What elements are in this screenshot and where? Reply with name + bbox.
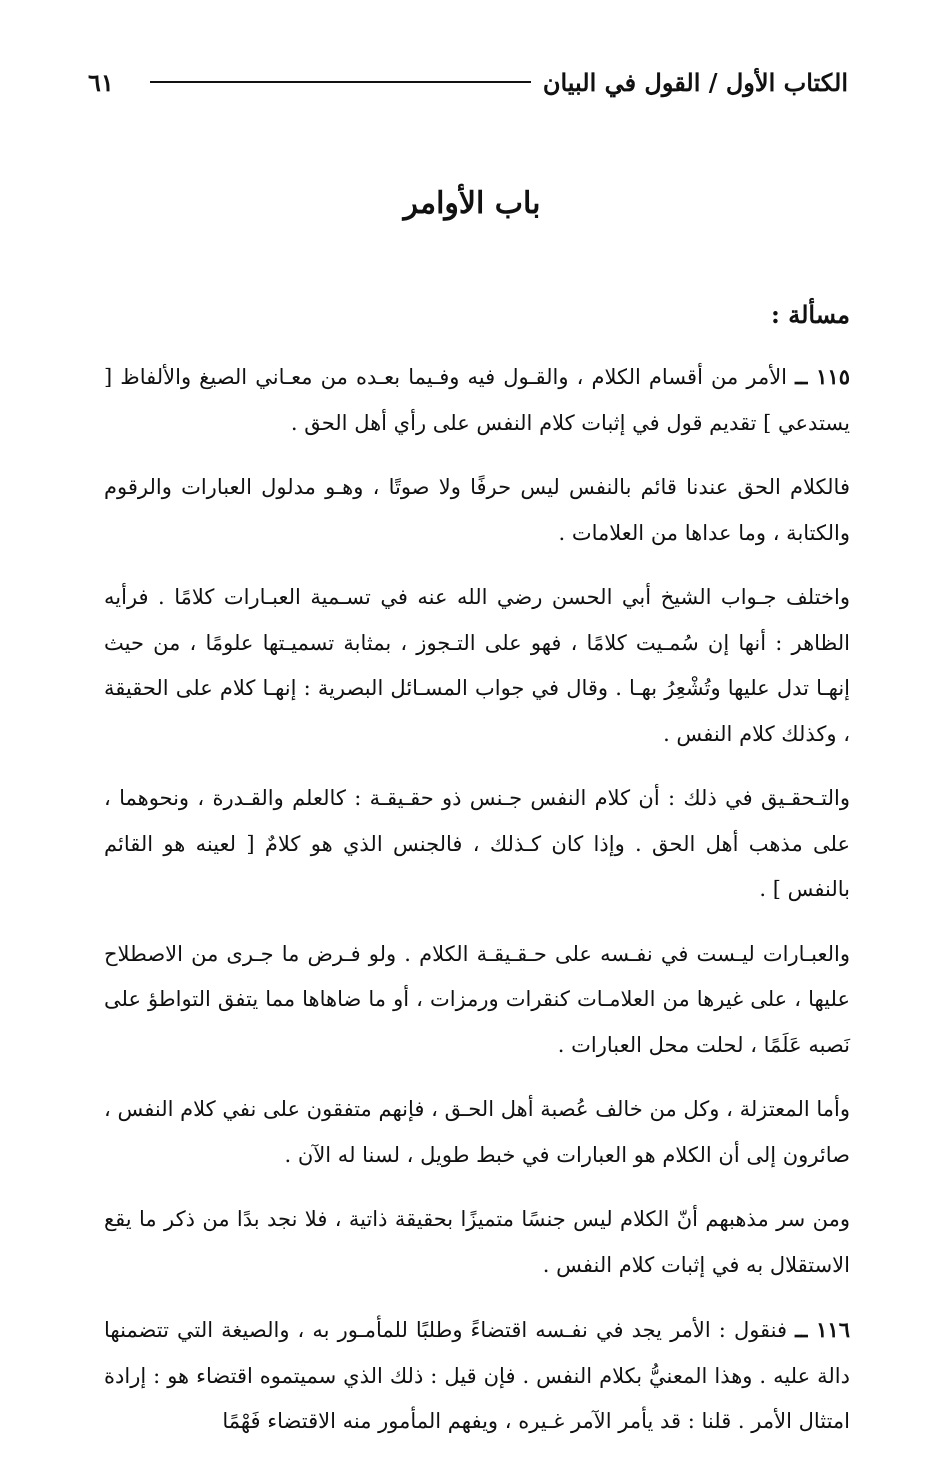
paragraph-text: فنقول : الأمر يجد في نفـسه اقتضاءً وطلبًا للمأمـور به ، والصيغة التي تتضمنها دالة عليه . وهذا المعنيُّ بكلام النفس . فإن قيل : ذلك الذي سميتموه اقتضاء هو : إرادة امتثال الأمر . قلنا : قد يأمر الآمر غـيره ، ويفهم المأمور منه الاقتضاء فَهْمًا [104, 1318, 850, 1433]
running-head-title: الكتاب الأول / القول في البيان [542, 67, 848, 97]
paragraph [104, 575, 850, 757]
paragraph-text: ومن سر مذهبهم أنّ الكلام ليس جنسًا متميزًا بحقيقة ذاتية ، فلا نجد بدًا من ذكر ما يقع الاستقلال به في إثبات كلام النفس . [104, 1207, 850, 1277]
paragraph-number: ١١٥ ــ [795, 364, 850, 389]
body-text [104, 354, 850, 1464]
paragraph-116 [104, 1307, 850, 1445]
paragraph [104, 932, 850, 1069]
paragraph-text: الأمر من أقسام الكلام ، والقـول فيه وفـيما بعـده من معـاني الصيغ والألفاظ [ يستدعي ] تقديم قول في إثبات كلام النفس على رأي أهل الحق . [104, 365, 850, 435]
paragraph [104, 1087, 850, 1178]
paragraph-text: فالكلام الحق عندنا قائم بالنفس ليس حرفًا ولا صوتًا ، وهـو مدلول العبارات والرقوم والكتابة ، وما عداها من العلامات . [104, 475, 850, 545]
page-number: ٦١ [88, 67, 114, 97]
header-rule [150, 81, 531, 83]
paragraph-text: وأما المعتزلة ، وكل من خالف عُصبة أهل الحـق ، فإنهم متفقون على نفي كلام النفس ، صائرون إلى أن الكلام هو العبارات في خبط طويل ، لسنا له الآن . [104, 1097, 850, 1167]
paragraph [104, 1197, 850, 1288]
running-head [88, 62, 848, 102]
paragraph-text: والتـحقـيق في ذلك : أن كلام النفس جـنس ذو حقـيقـة : كالعلم والقـدرة ، ونحوهما ، على مذهب أهل الحق . وإذا كان كـذلك ، فالجنس الذي هو كلامٌ [ لعينه هو القائم بالنفس ] . [104, 786, 850, 901]
paragraph-text: والعبـارات ليـست في نفـسه على حـقـيقـة الكلام . ولو فـرض ما جـرى من الاصطلاح عليها ، على غيرها من العلامـات كنقرات ورمزات ، أو ما ضاهاها مما يتفق التواطؤ على نَصبه عَلَمًا ، لحلت محل العبارات . [104, 941, 850, 1057]
chapter-title: باب الأوامر [403, 186, 541, 221]
paragraph-text: واختلف جـواب الشيخ أبي الحسن رضي الله عنه في تسـمية العبـارات كلامًا . فرأيه الظاهر : أنها إن سُمـيت كلامًا ، فهو على التـجوز ، بمثابة تسميـتها علومًا ، من حيث إنهـا تدل عليها وتُشْعِرُ بهـا . وقال في جواب المسـائل البصرية : إنهـا كلام على الحقيقة ، وكذلك كلام النفس . [104, 585, 850, 746]
paragraph-115 [104, 354, 850, 446]
paragraph [104, 776, 850, 913]
paragraph-number: ١١٦ ــ [795, 1317, 850, 1342]
issue-label: مسألة : [771, 300, 850, 329]
paragraph [104, 465, 850, 556]
